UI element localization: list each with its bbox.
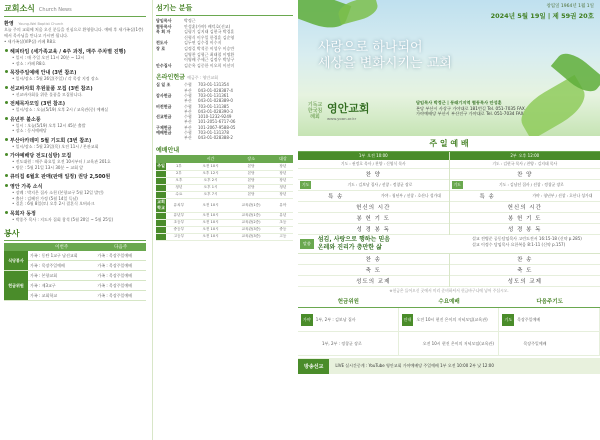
online-account: 1010-1232-9249 — [198, 114, 232, 120]
slogan-line-2: 세상을 변화시키는 교회 — [318, 56, 452, 71]
staff-names: 박정근 — [184, 18, 196, 23]
worship-item-tag: 기도 — [302, 182, 310, 187]
online-list — [156, 82, 293, 140]
welcome-title: 환영 — [4, 21, 14, 27]
online-bank: 부산 — [184, 87, 192, 93]
weekly-time: 오후 2시 — [192, 177, 230, 184]
service-this: 가족 : 교회학교 — [28, 291, 95, 301]
weekly-target: 장년 — [273, 177, 293, 184]
staff-names: 안성훈(가야) 배덕호(선교) — [184, 23, 231, 29]
news-item-line: • 출산 : 김혜진 가정 (5월 14일 득남) — [12, 195, 78, 201]
online-account: 043-01-028387-4 — [198, 87, 233, 93]
weekly-row — [156, 184, 293, 191]
service-next: 가족 : 목장주일예배 — [95, 271, 146, 281]
weekly-header-1 — [166, 155, 192, 163]
after-item — [298, 265, 449, 276]
weekly-place: 교육관(3층) — [229, 226, 272, 233]
online-bank: 부산 — [184, 119, 192, 125]
staff-column — [152, 0, 296, 440]
welcome-heading — [4, 20, 146, 27]
online-account: 703-01-131378 — [198, 130, 229, 136]
weekly-target: 장년 — [273, 191, 293, 198]
church-web: www.yoan.or.kr — [327, 116, 357, 121]
weekly-place: 교육관(1층) — [229, 198, 272, 212]
weekly-target: 유년 — [273, 212, 293, 219]
online-row — [156, 135, 293, 140]
welcome-text: 오늘 주의 교회에 처음 오신 분들을 진심으로 환영합니다. 예배 후 새가족실(1층)에서 목사님을 만나고 가시면 됩니다. — [4, 27, 144, 38]
broadcast-text: LIVE 실시간중계 : YouTube 영안교회 가야예배당 주일예배 1부 오전 10:00 2부 낮 12:00 — [335, 363, 494, 368]
weekly-target: 장년 — [273, 170, 293, 177]
worship-item-detail: 가야 : 청년부 / 선창 : 호산나 성가대 — [532, 193, 593, 198]
weekly-table — [156, 155, 293, 241]
worship-item — [298, 191, 449, 202]
weekly-group: 주일 — [157, 163, 165, 169]
staff-role: 안수집사 — [156, 62, 172, 68]
weekly-header-time: 시간 — [192, 155, 230, 163]
worship-item-detail: 기도 : 김보남 집사 / 선창 : 정창균 장로 — [347, 182, 413, 187]
worship-item-name: 헌신의 시간 — [507, 205, 542, 211]
worship-item-name: 찬 양 — [517, 172, 533, 178]
staff-names: 김순옥 김중한 이오희 이선미 — [184, 62, 235, 68]
weekly-target: 초등 — [273, 219, 293, 226]
worship-col — [298, 152, 450, 235]
worship-item — [298, 224, 449, 235]
after-sermon — [298, 254, 600, 287]
online-account: 043-01-028388-2 — [198, 135, 233, 141]
weekly-header-place: 장소 — [229, 155, 272, 163]
after-left — [298, 254, 450, 287]
worship-item — [450, 202, 600, 213]
worship-item-name: 성 경 봉 독 — [356, 227, 390, 233]
weekly-row — [156, 198, 293, 212]
worship-item — [450, 169, 600, 180]
worship-item-detail: 기도 : 김남선 집사 / 선창 : 정창균 장로 — [499, 182, 564, 187]
news-item-line: • 결혼 : 6월 8일(토) 오후 2시 결혼식 오버파크 — [12, 201, 95, 206]
online-bank: 부산 — [184, 108, 192, 114]
weekly-time: 오전 10시 — [192, 198, 230, 212]
worship-item — [298, 213, 449, 224]
worship-item — [450, 180, 600, 191]
online-type: 십 일 조 — [156, 82, 171, 88]
online-account: 043-01-028390-3 — [198, 108, 233, 114]
weekly-header-0 — [156, 155, 166, 163]
weekly-group — [156, 226, 166, 233]
worship-item-detail: 가야 : 청년부 / 선창 : 호산나 성가대 — [380, 193, 441, 198]
worship-item-name: 특 송 — [479, 194, 495, 200]
weekly-place: 본당 — [229, 184, 272, 191]
service-label: 헌금위원 — [4, 271, 28, 301]
news-item-title: 목장주일예배 안내 (3번 참조) — [4, 69, 146, 76]
offering-cell — [399, 332, 500, 355]
worship-lead: 기도 : 김현국 목사 / 찬양 : 김지태 목사 — [450, 160, 600, 169]
staff-role: 목 회 자 — [156, 29, 171, 35]
weekly-name: 수요 — [166, 191, 192, 198]
worship-time: 오후 12:00 — [518, 153, 540, 158]
online-account: 703-01-131361 — [198, 92, 229, 98]
offering-header-1: 헌금위원 — [298, 295, 399, 308]
offering-note: ※헌금은 들어오신 곳에서 미리 준비하셔서 헌금바구니에 넣어 주십시오. — [389, 288, 509, 293]
weekly-time: 오후 7시 — [192, 191, 230, 198]
after-item-name: 축 도 — [365, 268, 381, 274]
church-name: 영안교회 — [327, 102, 370, 115]
weekly-group — [156, 219, 166, 226]
weekly-row — [156, 177, 293, 184]
weekly-time: 오전 10시 — [192, 163, 230, 171]
banner — [298, 0, 600, 136]
weekly-target: 장년 — [273, 163, 293, 171]
staff-title: 섬기는 분들 — [156, 3, 293, 16]
sermon-ref-1: 설교 전병준 공동담임목사 고린도전서 16:15-18 (신약 p.285) — [472, 236, 582, 241]
weekly-group — [156, 233, 166, 240]
offering-cell — [499, 332, 600, 355]
news-item-title: 부산아카데미 5월 기도회 (3번 참조) — [4, 137, 146, 144]
weekly-group — [156, 212, 166, 219]
online-account: 703-01-131385 — [198, 103, 229, 109]
weekly-place: 교육관(1층) — [229, 212, 272, 219]
news-item-line: • 장례 : 박지은 집사 소천 (본향교구 5월 12일 발인) — [12, 190, 104, 195]
worship-time: 오전 10:00 — [367, 153, 388, 158]
sermon-title-1: 섬김, 사랑으로 행하는 믿음 — [317, 236, 391, 243]
news-item-title: 큐티집 6월호 판매(판매 일정) 권당 2,500원 — [4, 173, 146, 180]
founded-date: 창립일 1964년 1월 1일 — [546, 4, 594, 9]
staff-row — [156, 63, 293, 69]
offering-cell — [298, 308, 399, 331]
offering-text: 오전 10시 현진 은이의 저녁모임(교육관) — [422, 340, 494, 346]
news-item-title: 영안 가족 소식 — [4, 183, 146, 190]
news-list — [4, 48, 146, 222]
worship-item-name: 봉 헌 기 도 — [356, 216, 390, 222]
service-next: 가족 : 목장주일예배 — [95, 281, 146, 291]
worship-part: 1부 — [358, 153, 366, 158]
news-item-title: 선교바자회 후원물품 모집 (3번 참조) — [4, 85, 146, 92]
offering-text: 1부, 2부 : 김보남 집사 — [315, 316, 356, 322]
weekly-row — [156, 191, 293, 198]
online-account: 043-01-028389-0 — [198, 98, 233, 104]
news-item-line: • 선교바자회를 위한 물품을 모집합니다. — [12, 91, 83, 97]
online-bank: 부산 — [184, 98, 192, 104]
online-type: 감사헌금 — [156, 92, 172, 98]
offering-text: 오전 10시 현진 은이의 저녁모임(교육관) — [416, 316, 488, 322]
staff-role: 담임목사 — [156, 18, 172, 23]
news-item-title: 목회자 동정 — [4, 210, 146, 217]
offering-tag: 기도 — [502, 314, 514, 326]
online-type: 비전헌금 — [156, 103, 172, 109]
service-this: 가족 : 제3교구 — [28, 281, 95, 291]
weekly-title: 예배안내 — [156, 146, 180, 154]
weekly-place: 본당 — [229, 170, 272, 177]
online-bank: 수협 — [184, 82, 192, 88]
weekly-group: 교회학교 — [157, 199, 165, 211]
staff-names: 이영배 주세근 김정우 박상구 — [184, 57, 235, 63]
welcome-sub: • 새가족실(VIP실) 카페 R8호 — [4, 39, 56, 44]
worship-item-name: 특 송 — [327, 194, 344, 200]
after-right — [450, 254, 600, 287]
online-subtitle: 예금주 : 영안교회 — [187, 75, 219, 81]
online-bank: 부산 — [184, 135, 192, 141]
weekly-group — [156, 177, 166, 184]
service-table — [4, 243, 146, 301]
service-this: 가족 : 동탄 1교구 남선교회 — [28, 251, 95, 261]
staff-names: 김두연 김수경 이수지 — [184, 40, 222, 46]
sermon-title-2: 온레와 진리가 충만한 삶 — [317, 244, 382, 251]
service-header-blank — [4, 243, 28, 251]
online-bank: 부산 — [184, 124, 192, 130]
offering-cell — [499, 308, 600, 331]
worship-item — [298, 202, 449, 213]
weekly-row — [156, 226, 293, 233]
after-item — [450, 265, 600, 276]
weekly-name: 초등부 — [166, 219, 192, 226]
worship-col — [450, 152, 600, 235]
online-bank: 수협 — [184, 103, 192, 109]
broadcast-bar — [298, 358, 600, 374]
weekly-time: 오후 12시 — [192, 170, 230, 177]
after-item-name: 찬 송 — [517, 257, 533, 263]
after-item-name: 성도의 교제 — [356, 279, 391, 285]
news-item-line: • 일시/장소 : 5월 26일(주일) / 각 목장 지정 장소 — [12, 76, 99, 81]
worship-item — [298, 180, 449, 191]
weekly-target: 중등 — [273, 226, 293, 233]
service-label: 식당봉사 — [4, 251, 28, 271]
news-item-title: 전체목자모임 (3번 참조) — [4, 100, 146, 107]
news-header — [4, 3, 146, 17]
service-header-next: 다음주 — [95, 243, 146, 251]
worship-col-head — [298, 152, 449, 160]
slogan-line-1: 사랑으로 하나되어 — [318, 40, 423, 55]
weekly-name: 고등부 — [166, 233, 192, 240]
offering-text: 1부, 2부 : 정창균 장로 — [322, 340, 362, 346]
news-item-line: • 방문 : 5월 21일 13시 30분 ~ 교회 앞 — [12, 164, 84, 170]
weekly-row — [156, 233, 293, 240]
weekly-place: 본당 — [229, 191, 272, 198]
weekly-time: 오전 10시 — [192, 212, 230, 219]
online-type: 예배헌금 — [156, 130, 172, 136]
worship-col-head — [450, 152, 600, 160]
offering-row-1 — [298, 308, 600, 332]
staff-role: 장 로 — [156, 45, 166, 51]
offering-text: 목장주일예배 — [517, 316, 541, 322]
staff-names: 김평기 김지태 김현국 박경훈 — [184, 29, 235, 35]
church-logo-top: 기독교 한국침례회 — [307, 101, 323, 120]
weekly-name: 1부 — [166, 163, 192, 171]
sermon-tag: 말씀 — [300, 239, 314, 249]
online-type: 선교헌금 — [156, 114, 172, 120]
service-header-this: 이번주 — [28, 243, 95, 251]
news-item-title: 가야예배당 전도(심방) 모집 — [4, 152, 146, 159]
staff-names: 신형식 이우일 한경훈 김순영 — [184, 34, 235, 40]
news-item-line: • 일시 : 매 주일 오전 11시 20분 ~ 12시 — [12, 55, 85, 60]
after-item — [298, 276, 449, 287]
weekly-place: 교육관(3층) — [229, 233, 272, 240]
service-row — [4, 251, 146, 261]
weekly-group — [156, 191, 166, 198]
news-item-line: • 일시 : 오늘(5/19) 오후 12시 45분 출발 — [12, 122, 86, 128]
online-heading — [156, 72, 293, 81]
news-item-line: • 장소 : 동서예배당 — [12, 128, 47, 133]
service-this: 가족 : 본향교회 — [28, 271, 95, 281]
worship-item-name: 찬 양 — [365, 172, 381, 178]
worship-item — [450, 224, 600, 235]
offering-cell — [399, 308, 500, 331]
welcome-en: Young-Wel Baptist Church — [18, 22, 64, 26]
weekly-row — [156, 219, 293, 226]
worship-item-tag: 기도 — [453, 182, 461, 187]
staff-role: 전도사 — [156, 40, 168, 46]
after-item-name: 축 도 — [517, 268, 533, 274]
news-item-title: 헤피타임 (세가족교육 / 4주 과정, 매주 주차별 진행) — [4, 48, 146, 55]
news-column — [0, 0, 150, 440]
news-item-title: 유년부 불소풍 — [4, 116, 146, 123]
sermon — [298, 235, 600, 254]
worship-item-name: 헌신의 시간 — [356, 205, 391, 211]
online-title: 온라인헌금 — [156, 74, 185, 82]
weekly-row — [156, 170, 293, 177]
weekly-name: 중등부 — [166, 226, 192, 233]
after-item — [450, 276, 600, 287]
worship-item-name: 성 경 봉 독 — [508, 227, 542, 233]
weekly-name: 청년 — [166, 184, 192, 191]
worship-item-name: 봉 헌 기 도 — [508, 216, 542, 222]
service-next: 가족 : 목장주일예배 — [95, 261, 146, 271]
worship-item — [298, 169, 449, 180]
online-bank: 수협 — [184, 130, 192, 136]
church-logo — [306, 100, 370, 121]
weekly-header-target: 대상 — [273, 155, 293, 163]
news-item-line: • 일시/장소 : 오늘(5/19) 오후 2시 / 교육관(중) 예배실 — [12, 107, 109, 112]
offering-text: 목장주일예배 — [523, 340, 547, 346]
news-item-line: • 전도대원 : 매주 화요일 오전 10시부터 / 교육관 201호 — [12, 159, 111, 164]
news-title-en: Church News — [38, 7, 72, 13]
after-item-name: 성도의 교제 — [507, 279, 542, 285]
address-line-2: 가야예배당 부산시 부산진구 가야대로 Tel. 051-7034 FAX — [416, 111, 524, 116]
weekly-place: 본당 — [229, 163, 272, 171]
weekly-time: 오전 10시 — [192, 219, 230, 226]
weekly-name: 유치부 — [166, 198, 192, 212]
news-item-line: • 박종주 목사 : 지도자 집회 참석 (5월 20일 ~ 5월 25일) — [12, 216, 114, 222]
news-item-line: • 일시/장소 : 5월 23일(목) 오전 11시 / 본관교회 — [12, 143, 99, 149]
offering-header-2: 수요예배 — [399, 295, 500, 308]
pastor-info — [416, 100, 525, 117]
offering-cell — [298, 332, 399, 355]
news-title: 교회소식 — [4, 4, 35, 13]
slogan — [318, 40, 452, 72]
online-bank: 수협 — [184, 114, 192, 120]
after-item-name: 찬 송 — [365, 257, 381, 263]
weekly-time: 오전 10시 — [192, 226, 230, 233]
weekly-group — [156, 184, 166, 191]
weekly-target: 청년 — [273, 184, 293, 191]
pastor-line: 담임목사 박정근 | 동래기지역 협동목사 안성훈 — [416, 100, 502, 105]
sermon-titles — [314, 236, 472, 252]
address-line-1: 본당 부산시 사상구 가야대로 181번길 Tel. 051-7035 FAX — [416, 105, 525, 111]
offering-tag: 안내 — [402, 314, 414, 326]
sermon-refs — [472, 236, 600, 252]
online-bank: 수협 — [184, 92, 192, 98]
staff-role: 협동목사 — [156, 23, 172, 29]
weekly-name: 오후 — [166, 177, 192, 184]
worship-columns — [298, 152, 600, 235]
online-type: 구제헌금 — [156, 124, 172, 130]
offering-header-3: 다음주기도 — [499, 295, 600, 308]
news-item-line: • 장소 : 카페 R8호 — [12, 60, 46, 66]
worship-title: 주 일 예 배 — [298, 136, 600, 152]
staff-list — [156, 18, 293, 68]
weekly-row — [156, 163, 293, 171]
weekly-target: 유아 — [273, 198, 293, 212]
offering-tag: 가야 — [301, 314, 313, 326]
weekly-target: 고등 — [273, 233, 293, 240]
after-item — [450, 254, 600, 265]
weekly-row — [156, 212, 293, 219]
online-account: 101-2067-9588-05 — [198, 124, 236, 130]
sermon-ref-2: 설교 이정수 담임목사 요한복음 8:1-11 (신약 p.157) — [472, 242, 566, 247]
online-account: 101-2051-6717-06 — [198, 119, 236, 125]
after-item — [298, 254, 449, 265]
service-row — [4, 271, 146, 281]
service-next: 가족 : 목장주일예배 — [95, 291, 146, 301]
weekly-place: 본당 — [229, 177, 272, 184]
staff-names: 김정길 박석중 이성우 이승만 — [184, 45, 235, 51]
offering-header — [298, 295, 600, 308]
weekly-name: 2부 — [166, 170, 192, 177]
offering-row-2 — [298, 332, 600, 356]
worship-item — [450, 213, 600, 224]
service-title: 봉사 — [4, 228, 146, 241]
service-next: 가족 : 목장주일예배 — [95, 251, 146, 261]
staff-names: 김영찬 김형근 최태철 이명환 — [184, 51, 235, 57]
online-account: 703-01-131354 — [198, 82, 229, 88]
weekly-group — [156, 170, 166, 177]
broadcast-tag: 방송선교 — [298, 359, 329, 374]
service-this: 가족 : 목장주일예배 — [28, 261, 95, 271]
weekly-time: 오후 1시 — [192, 184, 230, 191]
weekly-time: 오전 10시 — [192, 233, 230, 240]
weekly-name: 유년부 — [166, 212, 192, 219]
worship-part: 2부 — [510, 153, 517, 158]
worship-item — [450, 191, 600, 202]
worship-lead: 기도 : 권정호 목사 / 찬양 : 신영식 목사 — [298, 160, 449, 169]
issue-date: 2024년 5월 19일 | 제 59권 20호 — [490, 12, 594, 20]
main-column — [298, 0, 600, 440]
weekly-place: 교육관(2층) — [229, 219, 272, 226]
online-type — [156, 135, 184, 140]
